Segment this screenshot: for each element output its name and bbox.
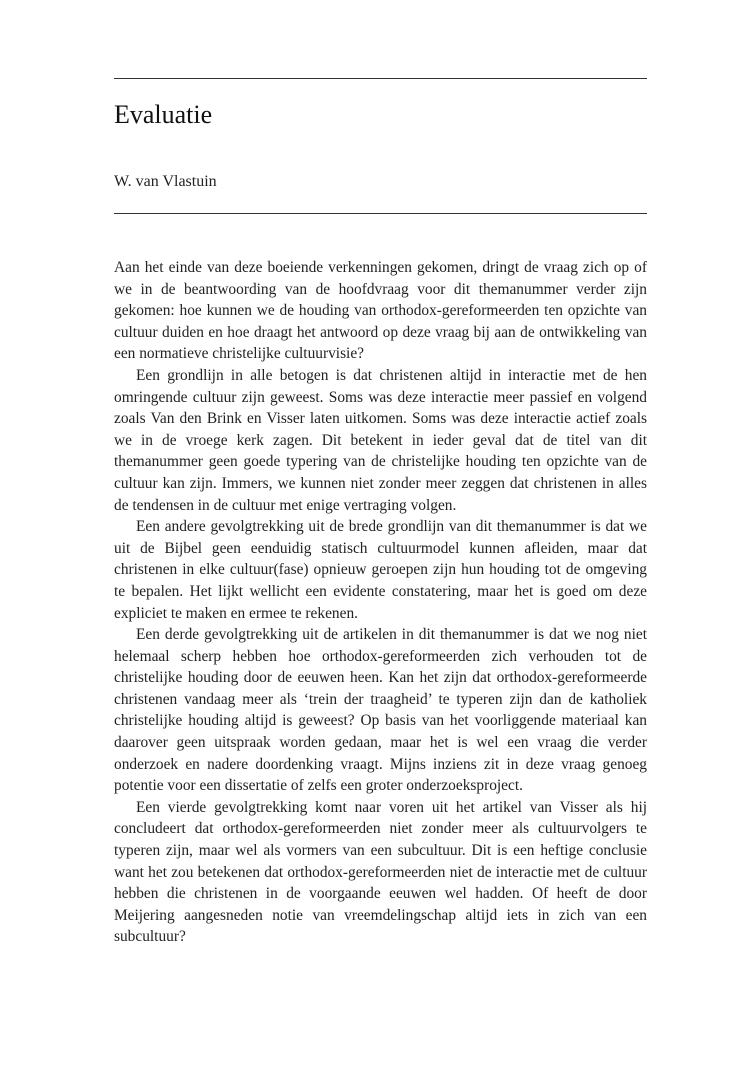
author-name: W. van Vlastuin [114,173,217,190]
header-divider [114,213,647,214]
paragraph-3: Een andere gevolgtrekking uit de brede grondlijn van dit themanummer is dat we uit de Bijbel geen eenduidig statisch cultuurmodel kunnen afleiden, maar dat christenen in elke cultuur(fase) opnieuw geroepen zijn hun houding tot de omgeving te bepalen. Het lijkt wellicht een evidente constatering, maar het is goed om deze expliciet te maken en ermee te rekenen. [114,518,647,622]
article-body [114,257,647,948]
paragraph-5: Een vierde gevolgtrekking komt naar voren uit het artikel van Visser als hij concludeert dat orthodox-gereformeerden niet zonder meer als cultuurvolgers te typeren zijn, maar wel als vormers van een subcultuur. Dit is een heftige conclusie want het zou betekenen dat orthodox-gereformeerden niet de interactie met de cultuur hebben die christenen in de voorgaande eeuwen wel hadden. Of heeft de door Meijering aangesneden notie van vreemdelingschap altijd iets in zich van een subcultuur? [114,798,647,946]
article-title: Evaluatie [114,100,213,129]
paragraph-2: Een grondlijn in alle betogen is dat christenen altijd in interactie met de hen omringende cultuur zijn geweest. Soms was deze interactie meer passief en volgend zoals Van den Brink en Visser laten uitkomen. Soms was deze interactie actief zoals we in de vroege kerk zagen. Dit betekent in ieder geval dat de titel van dit themanummer geen goede typering van de christelijke houding ten opzichte van de cultuur kan zijn. Immers, we kunnen niet zonder meer zeggen dat christenen in alles de tendensen in de cultuur met enige vertraging volgen. [114,366,647,514]
paragraph-1: Aan het einde van deze boeiende verkenningen gekomen, dringt de vraag zich op of we in de beantwoording van de hoofdvraag voor dit themanummer verder zijn gekomen: hoe kunnen we de houding van orthodox-gereformeerden ten opzichte van cultuur duiden en hoe draagt het antwoord op deze vraag bij aan de ontwikkeling van een normatieve christelijke cultuurvisie? [114,259,647,363]
top-divider [114,78,647,79]
paragraph-4: Een derde gevolgtrekking uit de artikelen in dit themanummer is dat we nog niet helemaal scherp hebben hoe orthodox-gereformeerden zich verhouden tot de christelijke houding door de eeuwen heen. Kan het zijn dat orthodox-gereformeerde christenen vandaag meer als ‘trein der traagheid’ te typeren zijn dan de katholiek christelijke houding altijd is geweest? Op basis van het voorliggende materiaal kan daarover geen uitspraak worden gedaan, maar het is wel een vraag die verder onderzoek en nadere doordenking vraagt. Mijns inziens zit in deze vraag genoeg potentie voor een dissertatie of zelfs een groter onderzoeksproject. [114,626,647,795]
